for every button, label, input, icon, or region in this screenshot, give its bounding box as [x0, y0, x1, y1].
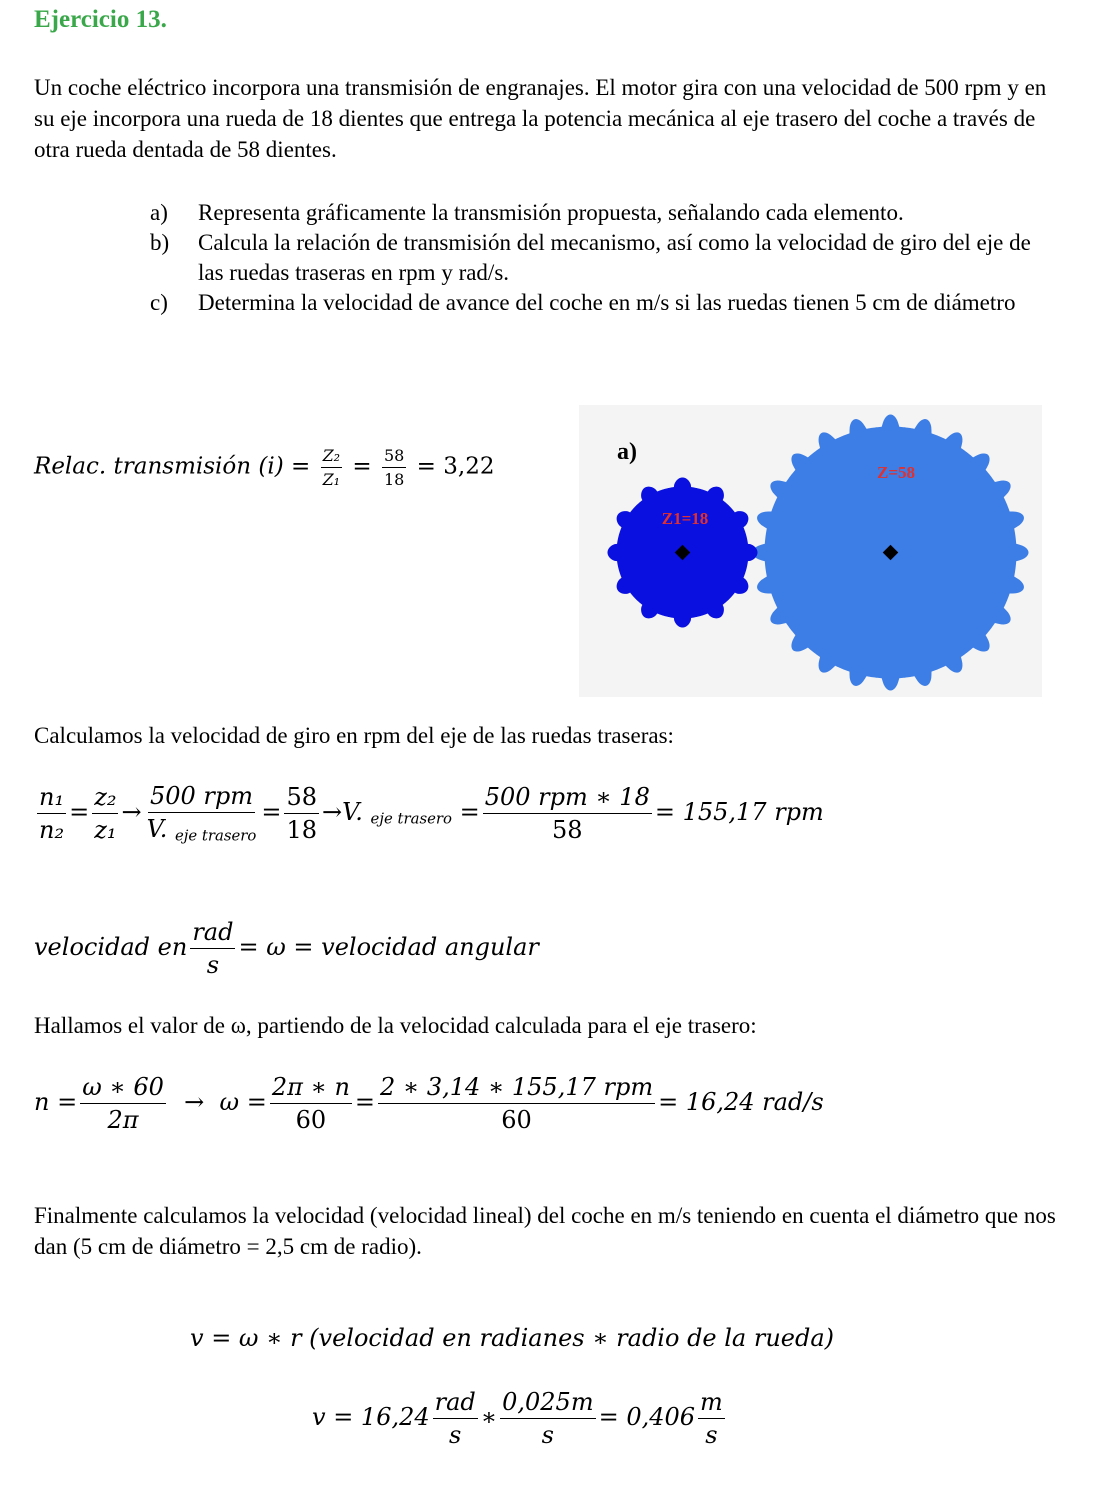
subscript-eje-trasero: eje trasero [174, 826, 257, 845]
ratio-lhs: Relac. transmisión (i) = [34, 453, 311, 480]
denominator: s [705, 1421, 718, 1449]
denominator: s [449, 1421, 462, 1449]
numerator: n₁ [37, 783, 66, 814]
formula-angular-velocity-def [34, 918, 539, 979]
fraction-z2-z1 [92, 783, 118, 844]
gears-drawing [579, 405, 1042, 697]
fraction-z2-z1 [321, 446, 343, 489]
denominator: 18 [286, 815, 318, 844]
denominator: 18 [384, 470, 405, 489]
ratio-result: = 3,22 [416, 453, 495, 480]
denominator: Z₁ [322, 470, 341, 489]
denominator: 58 [552, 815, 583, 844]
numerator: 58 [284, 783, 319, 814]
formula-transmission-ratio: Relac. transmisión (i) = $\frac{\text{Z₂}}{\text{Z₁}}$ = $\frac{58}{18}$ = 3,22 [34, 446, 495, 489]
fraction-58-18 [382, 446, 406, 489]
rpm-result: = 155,17 rpm [654, 797, 824, 826]
v-result: = 0,406 [598, 1403, 696, 1431]
question-marker: a) [150, 200, 168, 225]
rpm-intro-text: Calculamos la velocidad de giro en rpm del eje de las ruedas traseras: [34, 723, 674, 748]
numerator: m [698, 1388, 725, 1419]
def-rhs: = ω = velocidad angular [238, 933, 539, 961]
formula-omega: n = $\frac{\omega ∗ 60}{2\pi}$ → ω = $\frac{2\pi ∗ n}{60}$ = $\frac{\text{2 ∗ 3,14 ∗ 155,17 rpm}}{60}$ = 16,24 rad/s [34, 1073, 824, 1134]
v-symbol: V. [342, 797, 363, 826]
fraction-rad-s [433, 1388, 478, 1449]
fraction-m-s [698, 1388, 725, 1449]
fraction-calc [378, 1073, 655, 1134]
fraction-2pin-60 [270, 1073, 352, 1134]
fraction-omega60-2pi [80, 1073, 166, 1134]
question-text: Representa gráficamente la transmisión propuesta, señalando cada elemento. [198, 200, 904, 225]
denominator [145, 813, 259, 845]
arrow: → [184, 1088, 205, 1116]
denominator: s [541, 1421, 554, 1449]
question-b [150, 228, 1050, 288]
intro-paragraph: Un coche eléctrico incorpora una transmisión de engranajes. El motor gira con una velocidad de 500 rpm y en su eje incorpora una rueda de 18 dientes que entrega la potencia mecánica al eje trasero del coche a través de otra rueda dentada de 58 dientes. [34, 75, 1047, 162]
question-c [150, 288, 1050, 318]
question-text: Calcula la relación de transmisión del mecanismo, así como la velocidad de giro del eje de las ruedas traseras en rpm y rad/s. [198, 230, 1031, 285]
denominator: z₁ [94, 815, 117, 844]
numerator: rad [190, 918, 235, 949]
omega-intro-text: Hallamos el valor de ω, partiendo de la velocidad calculada para el eje trasero: [34, 1013, 757, 1038]
fraction-n1-n2 [37, 783, 66, 844]
subscript-eje-trasero: eje trasero [370, 809, 452, 828]
numerator: Z₂ [321, 446, 343, 468]
large-gear-label: Z=58 [876, 463, 916, 482]
question-a [150, 198, 1050, 228]
formula-rpm: $\frac{\text{n₁}}{\text{n₂}}$ = $\frac{\text{z₂}}{\text{z₁}}$ → $\frac{\text{500 rpm}}{V. _{eje trasero}}$ = $\frac{58}{18}$ →V. $_{eje trasero}$ = $\frac{\text{500 rpm ∗ 18}}{58}$ = 155,17 rpm [39, 782, 824, 845]
denominator: 2π [107, 1106, 139, 1134]
question-marker: c) [150, 290, 168, 315]
fraction-rad-s [190, 918, 235, 979]
numerator: 2π ∗ n [270, 1073, 352, 1104]
small-gear-label: Z1=18 [661, 509, 709, 528]
gear-transmission-figure [579, 405, 1042, 697]
questions-list [150, 198, 1050, 318]
v-symbol: V. [146, 815, 168, 843]
denominator: 60 [501, 1106, 532, 1134]
def-lhs: velocidad en [34, 933, 188, 961]
exercise-title: Ejercicio 13. [34, 6, 167, 33]
denominator: s [206, 951, 220, 979]
numerator: rad [433, 1388, 478, 1419]
numerator: 58 [382, 446, 406, 468]
figure-label: a) [617, 439, 637, 465]
numerator: z₂ [92, 783, 118, 814]
v-lhs: v = 16,24 [312, 1403, 430, 1431]
denominator: 60 [295, 1106, 327, 1134]
fraction-58-18 [284, 783, 319, 844]
question-text: Determina la velocidad de avance del coche en m/s si las ruedas tienen 5 cm de diámetro [198, 290, 1016, 315]
numerator: 0,025m [500, 1388, 595, 1419]
omega-result: = 16,24 rad/s [658, 1088, 824, 1116]
omega-equals: ω = [219, 1088, 267, 1116]
numerator: 500 rpm ∗ 18 [483, 783, 652, 814]
formula-linear-velocity-def: v = ω ∗ r (velocidad en radianes ∗ radio de la rueda) [190, 1324, 835, 1352]
denominator: n₂ [39, 815, 65, 844]
fraction-500-v [145, 782, 259, 845]
numerator: 2 ∗ 3,14 ∗ 155,17 rpm [378, 1073, 655, 1104]
final-text: Finalmente calculamos la velocidad (velocidad lineal) del coche en m/s teniendo en cuenta el diámetro que nos dan (5 cm de diámetro = 2,5 cm de radio). [34, 1203, 1056, 1259]
numerator: 500 rpm [148, 782, 255, 813]
formula-linear-velocity-calc: v = 16,24 $\frac{\text{rad}}{s}$ ∗ $\frac{0,025m}{s}$ = 0,406 $\frac{m}{s}$ [312, 1388, 723, 1449]
numerator: ω ∗ 60 [80, 1073, 166, 1104]
question-marker: b) [150, 230, 170, 255]
n-equals: n = [34, 1088, 78, 1116]
fraction-radius-s [500, 1388, 595, 1449]
fraction-calc [483, 783, 652, 844]
